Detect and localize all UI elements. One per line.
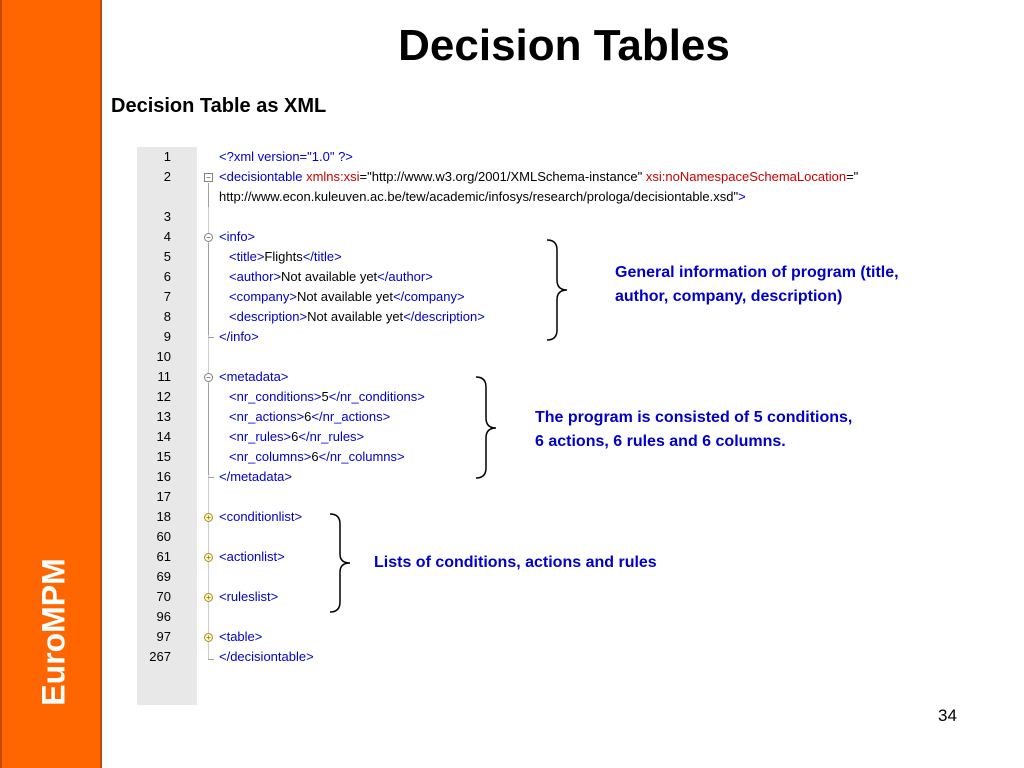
xml-tag: </nr_rules> xyxy=(298,429,365,444)
code-line xyxy=(219,147,353,167)
code-line xyxy=(219,547,285,567)
code-line xyxy=(219,507,302,527)
xml-text: 5 xyxy=(321,389,329,404)
annotation-general-info xyxy=(615,261,899,309)
xml-text: Flights xyxy=(264,249,303,264)
line-number: 69 xyxy=(156,569,171,584)
line-number: 70 xyxy=(156,589,171,604)
xml-tag: <decisiontable xyxy=(219,169,307,184)
code-line xyxy=(219,167,858,187)
line-number: 97 xyxy=(156,629,171,644)
code-line xyxy=(219,467,292,487)
xml-declaration: <?xml version="1.0" ?> xyxy=(219,149,353,164)
line-number: 6 xyxy=(163,269,171,284)
line-number: 10 xyxy=(156,349,171,364)
xml-tag: <table> xyxy=(219,629,263,644)
tree-guide xyxy=(208,659,214,660)
xml-tag: </company> xyxy=(393,289,465,304)
line-number: 2 xyxy=(163,169,171,184)
tree-guide xyxy=(208,207,209,659)
code-line xyxy=(219,587,278,607)
sidebar xyxy=(0,0,102,768)
expand-icon[interactable]: + xyxy=(204,593,213,602)
code-line xyxy=(229,447,405,467)
line-number: 61 xyxy=(156,549,171,564)
xml-value: ="http://www.w3.org/2001/XMLSchema-instance" xyxy=(359,169,646,184)
line-number: 18 xyxy=(156,509,171,524)
xml-tag: <title> xyxy=(229,249,265,264)
code-line xyxy=(229,287,465,307)
line-number: 7 xyxy=(163,289,171,304)
collapse-icon[interactable]: − xyxy=(204,373,213,382)
code-line xyxy=(219,187,746,207)
collapse-icon[interactable]: − xyxy=(204,233,213,242)
xml-text: Not available yet xyxy=(296,289,394,304)
xml-tag: <nr_conditions> xyxy=(229,389,322,404)
xml-tag: <ruleslist> xyxy=(219,589,279,604)
xml-tag: <conditionlist> xyxy=(219,509,303,524)
line-number: 11 xyxy=(157,369,171,384)
line-number: 14 xyxy=(156,429,171,444)
line-number: 60 xyxy=(156,529,171,544)
slide-subtitle: Decision Table as XML xyxy=(111,95,327,117)
expand-icon[interactable]: + xyxy=(204,553,213,562)
line-number: 13 xyxy=(156,409,171,424)
code-line xyxy=(229,427,364,447)
line-number: 15 xyxy=(156,449,171,464)
xml-tag: <description> xyxy=(229,309,308,324)
xml-tag: </author> xyxy=(377,269,433,284)
annotation-line: 6 actions, 6 rules and 6 columns. xyxy=(535,433,786,450)
line-number: 4 xyxy=(163,229,171,244)
xml-value: =" xyxy=(846,169,859,184)
xml-tag: <nr_actions> xyxy=(229,409,305,424)
slide-title: Decision Tables xyxy=(398,21,730,70)
xml-tag: <actionlist> xyxy=(219,549,285,564)
code-line xyxy=(219,647,314,667)
code-line xyxy=(219,227,255,247)
code-line xyxy=(229,307,485,327)
xml-tag: </metadata> xyxy=(219,469,292,484)
annotation-line: General information of program (title, xyxy=(615,264,899,281)
annotation-line: Lists of conditions, actions and rules xyxy=(374,554,657,571)
xml-tag: <nr_columns> xyxy=(229,449,312,464)
line-number: 16 xyxy=(156,469,171,484)
xml-tag: </nr_actions> xyxy=(311,409,391,424)
expand-icon[interactable]: + xyxy=(204,633,213,642)
code-line xyxy=(219,327,259,347)
xml-tag: </description> xyxy=(403,309,485,324)
annotation-line: The program is consisted of 5 conditions, xyxy=(535,409,853,426)
xml-tag: </nr_columns> xyxy=(318,449,405,464)
line-number: 9 xyxy=(163,329,171,344)
tree-guide xyxy=(208,183,209,207)
annotation-lists xyxy=(374,551,657,575)
xml-text: Not available yet xyxy=(281,269,378,284)
line-number: 17 xyxy=(156,489,171,504)
line-number: 267 xyxy=(149,649,171,664)
line-number: 3 xyxy=(163,209,171,224)
xml-text: Not available yet xyxy=(307,309,404,324)
xml-tag: </title> xyxy=(302,249,342,264)
xml-tag: </nr_conditions> xyxy=(328,389,425,404)
code-line xyxy=(229,407,390,427)
annotation-metadata xyxy=(535,406,852,454)
code-line xyxy=(229,267,433,287)
xml-text: 6 xyxy=(291,429,299,444)
xml-tag: > xyxy=(738,189,746,204)
xml-text: 6 xyxy=(311,449,319,464)
xml-tag: <company> xyxy=(229,289,297,304)
code-line xyxy=(229,387,425,407)
brand-label: EuroMPM xyxy=(35,558,72,706)
xml-value: http://www.econ.kuleuven.ac.be/tew/academic/infosys/research/prologa/decisiontable.xsd" xyxy=(219,189,739,204)
xml-attribute: xmlns:xsi xyxy=(306,169,360,184)
xml-text: 6 xyxy=(304,409,312,424)
xml-tag: <info> xyxy=(219,229,256,244)
expand-icon[interactable]: + xyxy=(204,513,213,522)
xml-tag: <nr_rules> xyxy=(229,429,292,444)
line-number: 96 xyxy=(156,609,171,624)
xml-tag: </info> xyxy=(219,329,259,344)
annotation-line: author, company, description) xyxy=(615,288,843,305)
code-line xyxy=(229,247,342,267)
xml-tag: <metadata> xyxy=(219,369,289,384)
code-line xyxy=(219,367,288,387)
xml-attribute: xsi:noNamespaceSchemaLocation xyxy=(645,169,847,184)
line-number: 8 xyxy=(163,309,171,324)
xml-tag: <author> xyxy=(229,269,282,284)
collapse-icon[interactable]: − xyxy=(204,173,213,182)
slide-number: 34 xyxy=(938,706,957,725)
line-number: 12 xyxy=(156,389,171,404)
code-line xyxy=(219,627,262,647)
xml-tag: </decisiontable> xyxy=(219,649,314,664)
line-number: 5 xyxy=(163,249,171,264)
line-number: 1 xyxy=(163,149,171,164)
